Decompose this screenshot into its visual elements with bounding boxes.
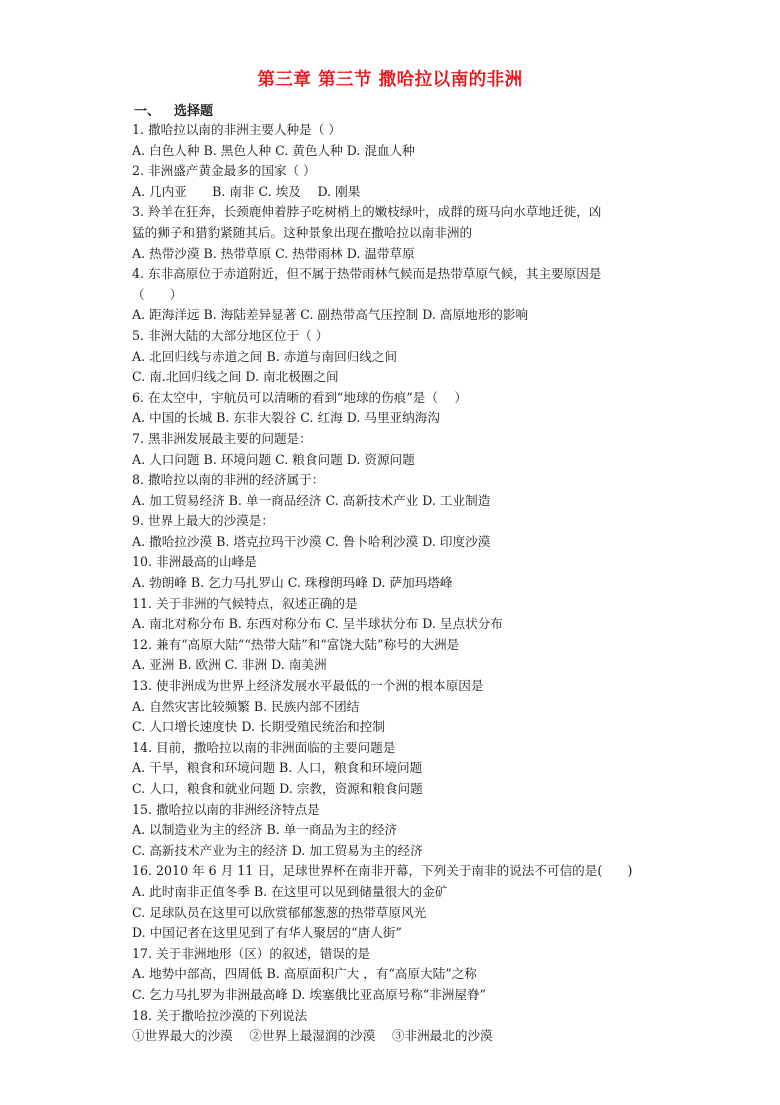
question-line: A. 距海洋远 B. 海陆差异显著 C. 副热带高气压控制 D. 高原地形的影响 — [132, 307, 529, 323]
question-line: 4. 东非高原位于赤道附近，但不属于热带雨林气候而是热带草原气候，其主要原因是 — [132, 266, 602, 282]
question-line: C. 南.北回归线之间 D. 南北极圈之间 — [132, 369, 339, 385]
question-line: 12. 兼有“高原大陆”“热带大陆”和“富饶大陆”称号的大洲是 — [132, 636, 460, 652]
question-line: 6. 在太空中，宇航员可以清晰的看到“地球的伤痕”是（ ） — [132, 389, 468, 405]
question-line: 14. 目前，撒哈拉以南的非洲面临的主要问题是 — [132, 739, 396, 755]
question-line: 8. 撒哈拉以南的非洲的经济属于： — [132, 472, 325, 488]
question-line: 2. 非洲盛产黄金最多的国家（ ） — [132, 163, 316, 179]
question-line: C. 高新技术产业为主的经济 D. 加工贸易为主的经济 — [132, 842, 423, 858]
section-number: 一、 — [134, 104, 161, 119]
question-line: 17. 关于非洲地形（区）的叙述，错误的是 — [132, 945, 371, 961]
question-line: ①世界最大的沙漠 ②世界上最湿润的沙漠 ③非洲最北的沙漠 — [132, 1028, 493, 1044]
question-line: A. 以制造业为主的经济 B. 单一商品为主的经济 — [132, 822, 398, 838]
question-line: D. 中国记者在这里见到了有华人聚居的“唐人街” — [132, 925, 402, 941]
section-heading — [134, 100, 213, 119]
question-line: A. 干旱，粮食和环境问题 B. 人口，粮食和环境问题 — [132, 760, 423, 776]
question-line: A. 北回归线与赤道之间 B. 赤道与南回归线之间 — [132, 348, 398, 364]
question-line: C. 足球队员在这里可以欣赏郁郁葱葱的热带草原风光 — [132, 904, 427, 920]
question-line: A. 勃朗峰 B. 乞力马扎罗山 C. 珠穆朗玛峰 D. 萨加玛塔峰 — [132, 575, 453, 591]
question-line: A. 亚洲 B. 欧洲 C. 非洲 D. 南美洲 — [132, 657, 327, 673]
page-title: 第三章 第三节 撒哈拉以南的非洲 — [257, 70, 523, 90]
question-line: 10. 非洲最高的山峰是 — [132, 554, 257, 570]
question-line: A. 热带沙漠 B. 热带草原 C. 热带雨林 D. 温带草原 — [132, 245, 415, 261]
section-label: 选择题 — [174, 104, 214, 119]
question-line: A. 此时南非正值冬季 B. 在这里可以见到储量很大的金矿 — [132, 883, 448, 899]
question-line: 3. 羚羊在狂奔，长颈鹿伸着脖子吃树梢上的嫩枝绿叶，成群的斑马向水草地迁徙，凶 — [132, 204, 602, 220]
question-list — [132, 120, 662, 1047]
question-line: 16. 2010 年 6 月 11 日，足球世界杯在南非开幕，下列关于南非的说法不可信的是( ) — [132, 863, 633, 879]
question-line: A. 自然灾害比较频繁 B. 民族内部不团结 — [132, 698, 360, 714]
question-line: A. 撒哈拉沙漠 B. 塔克拉玛干沙漠 C. 鲁卜哈利沙漠 D. 印度沙漠 — [132, 533, 491, 549]
question-line: C. 乞力马扎罗为非洲最高峰 D. 埃塞俄比亚高原号称“非洲屋脊” — [132, 986, 486, 1002]
question-line: 11. 关于非洲的气候特点，叙述正确的是 — [132, 595, 358, 611]
question-line: A. 人口问题 B. 环境问题 C. 粮食问题 D. 资源问题 — [132, 451, 415, 467]
question-line: C. 人口，粮食和就业问题 D. 宗教，资源和粮食问题 — [132, 781, 423, 796]
question-line: （ ） — [132, 286, 183, 302]
question-line: A. 加工贸易经济 B. 单一商品经济 C. 高新技术产业 D. 工业制造 — [132, 492, 491, 508]
question-line: A. 地势中部高，四周低 B. 高原面积广大 ，有“高原大陆”之称 — [132, 966, 477, 982]
question-line: 13. 使非洲成为世界上经济发展水平最低的一个洲的根本原因是 — [132, 678, 484, 694]
question-line: 5. 非洲大陆的大部分地区位于（ ） — [132, 327, 329, 343]
question-line: A. 几内亚 B. 南非 C. 埃及 D. 刚果 — [132, 183, 361, 199]
question-line: C. 人口增长速度快 D. 长期受殖民统治和控制 — [132, 719, 385, 735]
question-line: 猛的狮子和猎豹紧随其后。这种景象出现在撒哈拉以南非洲的 — [132, 224, 473, 240]
question-line: 15. 撒哈拉以南的非洲经济特点是 — [132, 801, 320, 817]
question-line: 18. 关于撒哈拉沙漠的下列说法 — [132, 1007, 308, 1023]
question-line: A. 南北对称分布 B. 东西对称分布 C. 呈半球状分布 D. 呈点状分布 — [132, 616, 503, 632]
question-line: 9. 世界上最大的沙漠是： — [132, 513, 274, 529]
question-line: 7. 黑非洲发展最主要的问题是： — [132, 430, 312, 446]
question-line: 1. 撒哈拉以南的非洲主要人种是（ ） — [132, 122, 341, 137]
question-line: A. 中国的长城 B. 东非大裂谷 C. 红海 D. 马里亚纳海沟 — [132, 410, 440, 426]
question-line: A. 白色人种 B. 黑色人种 C. 黄色人种 D. 混血人种 — [132, 142, 415, 158]
